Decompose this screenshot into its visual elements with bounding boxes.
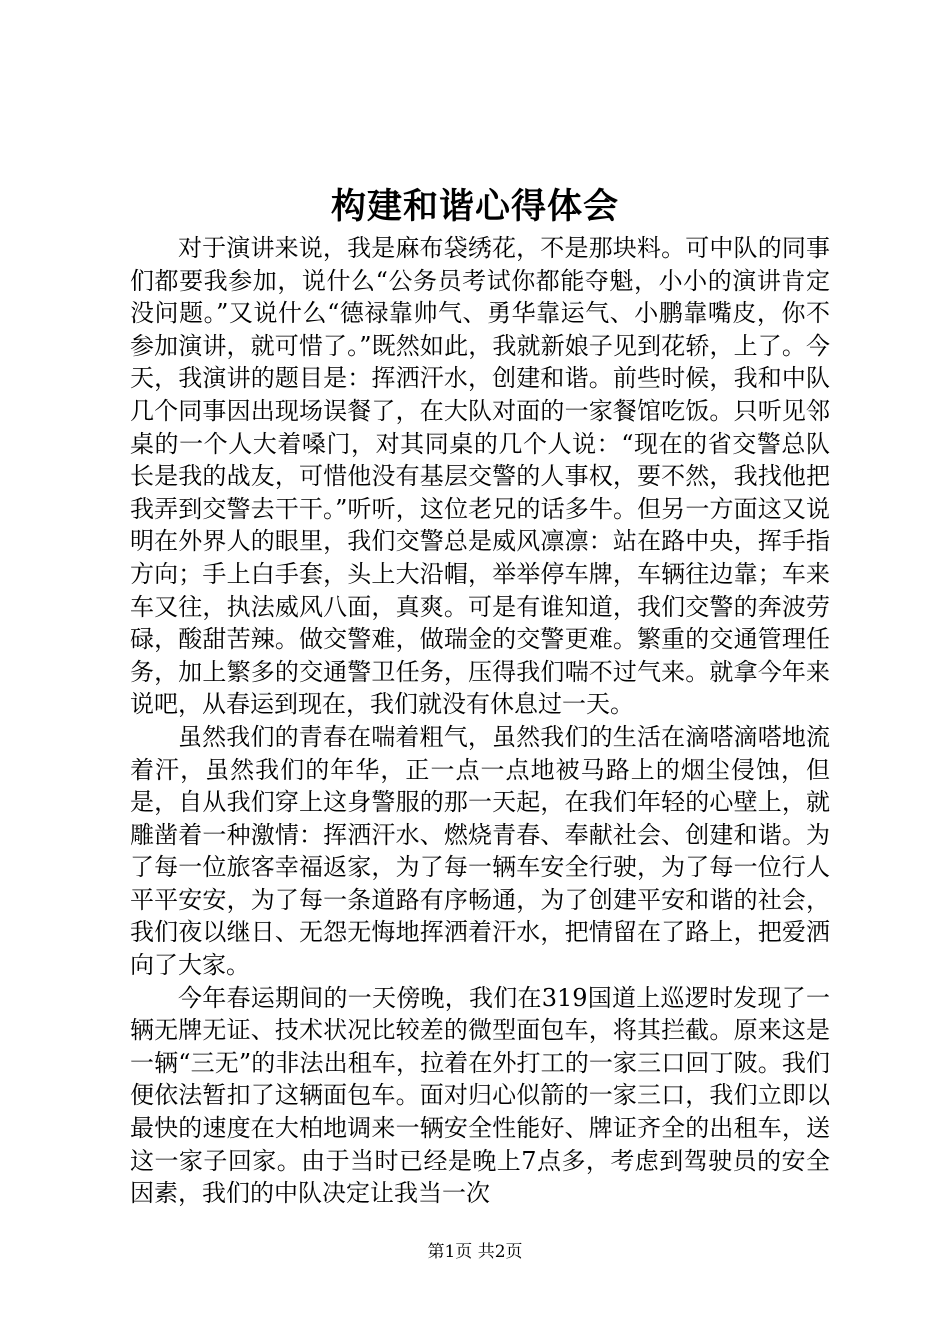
page-footer: 第1页 共2页 <box>427 1242 523 1262</box>
document-title: 构建和谐心得体会 <box>330 186 619 227</box>
paragraph: 今年春运期间的一天傍晚，我们在319国道上巡逻时发现了一辆无牌无证、技术状况比较差的微型面包车，将其拦截。原来这是一辆“三无”的非法出租车，拉着在外打工的一家三口回丁陂。我们便依法暂扣了这辆面包车。面对归心似箭的一家三口，我们立即以最快的速度在大柏地调来一辆安全性能好、牌证齐全的出租车，送这一家子回家。由于当时已经是晚上7点多，考虑到驾驶员的安全因素，我们的中队决定让我当一次 <box>130 983 830 1208</box>
paragraph: 对于演讲来说，我是麻布袋绣花，不是那块料。可中队的同事们都要我参加，说什么“公务员考试你都能夺魁，小小的演讲肯定没问题。”又说什么“德禄靠帅气、勇华靠运气、小鹏靠嘴皮，你不参加演讲，就可惜了。”既然如此，我就新娘子见到花轿，上了。今天，我演讲的题目是：挥洒汗水，创建和谐。前些时候，我和中队几个同事因出现场误餐了，在大队对面的一家餐馆吃饭。只听见邻桌的一个人大着嗓门，对其同桌的几个人说：“现在的省交警总队长是我的战友，可惜他没有基层交警的人事权，要不然，我找他把我弄到交警去干干。”听听，这位老兄的话多牛。但另一方面这又说明在外界人的眼里，我们交警总是威风凛凛：站在路中央，挥手指方向；手上白手套，头上大沿帽，举举停车牌，车辆往边靠；车来车又往，执法威风八面，真爽。可是有谁知道，我们交警的奔波劳碌，酸甜苦辣。做交警难，做瑞金的交警更难。繁重的交通管理任务，加上繁多的交通警卫任务，压得我们喘不过气来。就拿今年来说吧，从春运到现在，我们就没有休息过一天。 <box>130 234 830 719</box>
document-body <box>130 232 830 1210</box>
paragraph: 虽然我们的青春在喘着粗气，虽然我们的生活在滴嗒滴嗒地流着汗，虽然我们的年华，正一点一点地被马路上的烟尘侵蚀，但是，自从我们穿上这身警服的那一天起，在我们年轻的心壁上，就雕凿着一种激情：挥洒汗水、燃烧青春、奉献社会、创建和谐。为了每一位旅客幸福返家，为了每一辆车安全行驶，为了每一位行人平平安安，为了每一条道路有序畅通，为了创建平安和谐的社会，我们夜以继日、无怨无悔地挥洒着汗水，把情留在了路上，把爱洒向了大家。 <box>130 722 830 980</box>
